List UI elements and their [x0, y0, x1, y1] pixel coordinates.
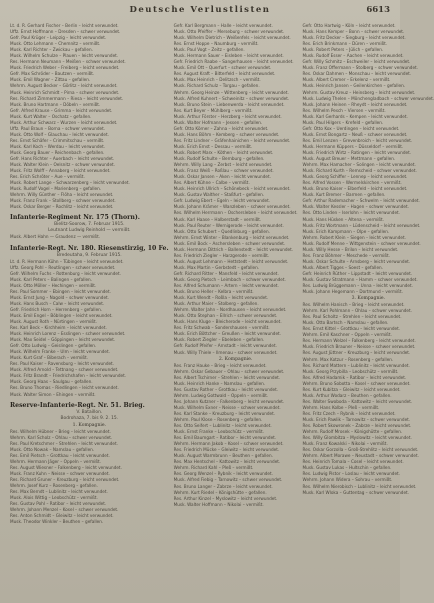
list-item: Musk. Rudolf Esser – Aachen – leicht verwundet.	[302, 53, 404, 59]
list-block	[10, 234, 169, 240]
list-item: Musk. Arthur Schwarz – Wurzen – leicht verwundet.	[10, 119, 118, 125]
list-item: Musk. August Lehmann – Hettstedt – leicht verwundet.	[173, 258, 289, 264]
list-item: Res. Walter Swoboda – Kattowitz – leicht verwundet.	[302, 398, 413, 404]
page-header	[10, 5, 390, 19]
list-item: Musk. Erich Böttcher – Greußen – leicht verwundet.	[173, 331, 282, 337]
list-item: Musk. Paul Reuter – Wernigerode – leicht verwundet.	[173, 222, 284, 228]
list-item: Res. Paul Sommer – Ebingen – leicht verwundet.	[10, 288, 111, 294]
list-item: Gefr. Alfred Krause – Grimma – leicht verwundet.	[10, 107, 113, 113]
list-item: Musk. Karl Richter – Zwickau – gefallen.	[10, 47, 93, 53]
list-block	[303, 302, 434, 496]
list-item: Musk. Friedrich Weber – Freiberg – leicht verwundet.	[10, 65, 120, 71]
list-item: Res. Otto Seifert – Lublinitz – leicht verwundet.	[173, 423, 272, 429]
list-item: Musk. Karl Haase – Halberstadt – vermißt.	[173, 216, 262, 222]
company-heading: 2. Kompagnie.	[218, 356, 253, 362]
list-item: Gefr. Max Schröder – Bautzen – vermißt.	[10, 71, 95, 77]
list-item: Res. Bruno Thomas – Riedlingen – leicht verwundet.	[10, 385, 119, 391]
list-item: Musk. Erich Kampmann – Olpe – gefallen.	[302, 228, 390, 234]
list-item: Res. Karl Beck – Kirchheim – leicht verwundet.	[10, 325, 107, 331]
list-item: Musk. Walter Klein – Oelsnitz – schwer verwundet.	[10, 162, 116, 168]
list-item: Musk. Emil Wagner – Zittau – gefallen.	[10, 77, 91, 83]
list-item: Res. Arthur Kinzel – Myslowitz – leicht verwundet.	[173, 495, 278, 501]
section-subheading: V. Bataillon.	[76, 409, 103, 415]
list-item: Musk. Hans Hüsken – Altena – vermißt.	[302, 216, 384, 222]
list-item: Wehrm. Karl Pohlmann – Ohlau – schwer verwundet.	[302, 308, 412, 314]
list-item: Res. Emil Baumgart – Ratibor – leicht verwundet.	[173, 435, 277, 441]
list-item: Res. Richard Mattern – Lublinitz – leicht verwundet.	[302, 362, 410, 368]
list-item: Musk. Franz Kuhn – Neisse – schwer verwundet.	[10, 470, 110, 476]
list-item: Musk. Otto Pfeiffer – Merseburg – schwer verwundet.	[173, 29, 285, 35]
section-heading: Reserve-Infanterie-Regt. Nr. 51. Brieg.	[10, 401, 145, 409]
list-item: Wehrm. Karl Scholz – Ohlau – schwer verwundet.	[10, 434, 113, 440]
list-item: Wehrm. Hermann Jakob – Kosel – schwer verwundet.	[173, 441, 284, 447]
list-item: Wehrm. Georg Heinze – Wittenberg – leicht verwundet.	[173, 89, 289, 95]
list-item: Gefr. Heinrich Rüther – Lippstadt – leicht verwundet.	[302, 270, 413, 276]
list-item: Musk. Max Seidel – Göppingen – leicht verwundet.	[10, 337, 116, 343]
list-item: Musk. Max Heinrich – Delitzsch – vermißt.	[173, 77, 261, 83]
list-item: Wehrm. Robert Klein – Siegen – leicht verwundet.	[302, 234, 406, 240]
list-item: Res. Wilhelm Hübner – Brieg – leicht verwundet.	[10, 428, 111, 434]
list-item: Musk. Otto Nowak – Namslau – gefallen.	[10, 446, 95, 452]
list-item: Musk. Kurt Graf – Biberach – vermißt.	[10, 355, 89, 361]
list-item: Musk. August Breuer – Mettmann – gefallen.	[302, 156, 396, 162]
company-heading: 1. Kompagnie.	[72, 422, 107, 428]
list-item: Res. Wilhelm Nierobisch – Lublinitz – leicht verwundet.	[302, 483, 417, 489]
list-item: Gefr. Wilhelm Fuchs – Rottenburg – leicht verwundet.	[10, 270, 121, 276]
list-item: Gefr. Otto Körner – Zahna – leicht verwundet.	[173, 125, 269, 131]
list-item: Musk. Otto Schubert – Quedlinburg – gefallen.	[173, 228, 270, 234]
list-item: Musk. Johann Heinen – Rheydt – leicht verwundet.	[302, 101, 408, 107]
list-item: Res. Erich Brinkmann – Düren – vermißt.	[302, 41, 388, 47]
list-item: Musk. Gustav Walther – Staßfurt – gefallen.	[173, 192, 265, 198]
list-item: Res. August Kraft – Bitterfeld – leicht verwundet.	[173, 71, 276, 77]
list-item: Musk. Fritz Decker – Siegburg – leicht verwundet.	[302, 35, 406, 41]
page-title: Deutsche Verlustlisten	[129, 5, 271, 15]
list-item: Musk. Georg Bauer – Reichenbach – gefallen.	[10, 149, 105, 155]
list-item: Musk. Karl Koch – Werdau – leicht verwundet.	[10, 143, 106, 149]
list-item: Musk. Erich Ernst – Dessau – vermißt.	[173, 143, 253, 149]
list-item: Musk. Wilhelm Dietrich – Weißenfels – leicht verwundet.	[173, 35, 291, 41]
list-item: Gefr. Paul Krüger – Leipzig – leicht verwundet.	[10, 35, 107, 41]
list-item: Musk. Wilhelm Franke – Ulm – leicht verwundet.	[10, 349, 110, 355]
list-item: Gefr. Friedrich Raabe – Sangerhausen – leicht verwundet.	[173, 59, 294, 65]
list-item: Wehrm. Johann Menzel – Kosel – schwer verwundet.	[10, 507, 119, 513]
list-item: Res. Kurt Beyer – Mühlberg – vermißt.	[173, 107, 253, 113]
list-item: Musk. Heinrich Lorenz – Esslingen – schwer verwundet.	[10, 331, 126, 337]
list-item: Wehrm. August Becker – Görlitz – leicht verwundet.	[10, 83, 118, 89]
list-item: Res. Anton Schmidt – Gleiwitz – leicht verwundet.	[10, 513, 114, 519]
list-item: Musk. Ernst Jung – Nagold – schwer verwundet.	[10, 294, 109, 300]
list-item: Musk. Johann Krämer – Wanzleben – schwer verwundet.	[173, 204, 291, 210]
list-item: Musk. Wilhelm Schulze – Plauen – leicht verwundet.	[10, 53, 119, 59]
list-item: Musk. Albert Cremer – Erkelenz – vermißt.	[302, 77, 391, 83]
list-item: Musk. Richard Schulz – Torgau – gefallen.	[173, 83, 260, 89]
list-item: Musk. Fritz Wolff – Annaberg – leicht verwundet.	[10, 168, 111, 174]
list-item: Musk. Heinrich Ullrich – Schönebeck – leicht verwundet.	[173, 186, 291, 192]
list-item: Res. Franz Böhmer – Meschede – vermißt.	[302, 252, 390, 258]
list-item: Musk. Paul Hilgers – Krefeld – gefallen.	[302, 119, 384, 125]
list-item: Musk. Theodor Winkler – Beuthen – gefallen.	[10, 519, 104, 525]
list-item: Uffz. Ernst Hoffmann – Dresden – schwer verwundet.	[10, 29, 121, 35]
list-item: Musk. Wilhelm Exner – Neisse – schwer verwundet.	[173, 404, 281, 410]
list-item: Res. Alfred Vossen – Wermelskirchen – vermißt.	[302, 180, 402, 186]
list-item: Musk. Oskar Schulte – Arnsberg – leicht verwundet.	[302, 258, 411, 264]
list-item: Musk. Friedrich Brauner – Neisse – schwer verwundet.	[302, 344, 416, 350]
list-item: Lt. d. R. Gerhard Fischer – Berlin – leicht verwundet.	[10, 23, 119, 28]
list-item: Musk. Heinrich Jansen – Geilenkirchen – gefallen.	[302, 83, 406, 89]
list-item: Res. Alfred Hadamik – Ratibor – leicht verwundet.	[302, 374, 407, 380]
list-block	[174, 23, 298, 356]
list-item: Musk. Bruno Heller – Kelbra – vermißt.	[173, 289, 254, 295]
list-item: Musk. Gustav Lukas – Hultschin – gefallen.	[302, 465, 392, 471]
list-item: Gefr. Otto Hartwig – Köln – leicht verwundet.	[302, 23, 396, 28]
list-item: Res. Ernst Kittel – Grottkau – leicht verwundet.	[302, 326, 401, 332]
company-heading: 3. Kompagnie.	[351, 296, 386, 302]
list-item: Wehrm. Richard Kahl – Pleß – vermißt.	[173, 465, 254, 471]
list-item: Res. Ernst Schäfer – Crimmitschau – vermißt.	[10, 137, 105, 143]
list-item: Musk. Otto Stephan – Ellrich – schwer verwundet.	[173, 313, 278, 319]
list-item: Musk. Otto Wolf – Glauchau – leicht verwundet.	[10, 131, 109, 137]
list-item: Musk. Kurt Walter – Oschatz – gefallen.	[10, 113, 92, 119]
list-item: Musk. Emil Bock – Aschersleben – schwer verwundet.	[173, 240, 286, 246]
list-item: Musk. Fritz Brandt – Friedrichshafen – leicht verwundet.	[10, 373, 127, 379]
list-item: Musk. Fritz Wortmann – Lüdenscheid – leicht verwundet.	[302, 222, 421, 228]
list-item: Musk. Alfred Arnold – Tettnang – schwer verwundet.	[10, 367, 119, 373]
columns	[10, 23, 434, 598]
list-item: Res. Georg Wenzel – Rybnik – leicht verwundet.	[173, 471, 273, 477]
list-item: Musk. Franz Offermann – Stolberg – schwer verwundet.	[302, 65, 419, 71]
list-item: Res. Emil Pietsch – Grottkau – leicht verwundet.	[10, 452, 110, 458]
list-item: Wehrm. Oskar Gebauer – Ohlau – schwer verwundet.	[173, 368, 285, 374]
list-item: Musk. Walter Kessler – Hagen – schwer verwundet.	[302, 204, 409, 210]
list-item: Wehrm. Max Hamacher – Solingen – leicht verwundet.	[302, 162, 416, 168]
list-item: Res. Johann Kutzner – Falkenberg – leicht verwundet.	[173, 398, 285, 404]
section-subheading: Leutnant Ludwig Reinhold — vermißt.	[48, 228, 131, 234]
list-item: Musk. Albert Hahn — Graudenz — vermißt.	[10, 234, 101, 240]
list-item: Res. Albert Kühne – Calbe – vermißt.	[173, 180, 250, 186]
list-item: Musk. Oskar Jansen – Aken – leicht verwundet.	[173, 174, 271, 180]
list-item: Musk. Hermann Küppers – Düsseldorf – vermißt.	[302, 143, 404, 149]
list-item: Musk. Alfred Fiebig – Tarnowitz – schwer verwundet.	[173, 477, 283, 483]
list-item: Musk. Hans Kemper – Bonn – schwer verwundet.	[302, 29, 405, 35]
list-item: Musk. Karl Peters – Balingen – gefallen.	[10, 276, 93, 282]
list-item: Res. Paul Scholtz – Strehlen – leicht verwundet.	[302, 314, 402, 320]
list-item: Musk. Hans Busch – Calw – leicht verwundet.	[10, 300, 105, 306]
list-item: Musk. Friedrich Wirtz – Ratingen – leicht verwundet.	[302, 149, 412, 155]
list-item: Wehrm. Ernst Winter – Blankenburg – leicht verwundet.	[173, 234, 290, 240]
list-item: Res. Fritz Czech – Rybnik – leicht verwundet.	[302, 410, 396, 416]
list-block	[303, 23, 434, 295]
list-item: Musk. Georg Schiffer – Lennep – leicht verwundet.	[302, 174, 408, 180]
list-block	[10, 23, 169, 210]
list-item: Gefr. Richard Ritter – Mansfeld – leicht verwundet.	[173, 270, 279, 276]
list-item: Musk. Robert Ziegler – Ebeleben – gefallen.	[173, 337, 265, 343]
list-item: Res. Wilhelm Herrmann – Oschersleben – leicht verwundet.	[173, 210, 298, 216]
list-item: Res. Max Hentschel – Kattowitz – leicht verwundet.	[173, 459, 281, 465]
list-item: Res. Bruno Langer – Zabrze – leicht verwundet.	[173, 483, 273, 489]
list-item: Res. Willy Glombitza – Myslowitz – leicht verwundet.	[302, 435, 412, 441]
list-item: Res. Ernst Hoppe – Naumburg – vermißt.	[173, 41, 259, 47]
list-item: Musk. Oskar Berger – Rochlitz – leicht verwundet.	[10, 204, 114, 210]
list-item: Uffz. Paul Braun – Borna – schwer verwundet.	[10, 125, 106, 131]
list-item: Musk. Walter Simon – Ehingen – vermißt.	[10, 391, 96, 397]
list-item: Musk. Karl Gerhards – Kempen – leicht verwundet.	[302, 113, 408, 119]
list-item: Wehrm. Josef Kurz – Rosenberg – gefallen.	[10, 483, 98, 488]
list-item: Musk. Emil Ott – Querfurt – schwer verwundet.	[173, 65, 272, 71]
list-item: Lt. d. R. Hermann Kühn – Tübingen – leicht verwundet.	[10, 258, 124, 264]
list-item: Musk. Franz Weiß – Roßlau – schwer verwundet.	[173, 168, 274, 174]
list-item: Res. Friedrich Mücke – Gleiwitz – leicht verwundet.	[173, 447, 280, 453]
list-item: Musk. Otto Bartsch – Namslau – gefallen.	[302, 320, 389, 326]
list-item: Res. Emil Lenzen – Grevenbroich – leicht verwundet.	[302, 137, 413, 143]
list-item: Musk. Georg Pietsch – Leimbach – schwer verwundet.	[173, 276, 286, 282]
list-item: Musk. Bruno Hartmann – Döbeln – vermißt.	[10, 101, 101, 107]
list-item: Res. Robert Skowronek – Zabrze – leicht verwundet.	[302, 423, 412, 429]
list-item: Res. Wilhelm Hanisch – Brieg – leicht verwundet.	[302, 302, 405, 308]
list-item: Musk. August Roth – Nürtingen – vermißt.	[10, 318, 98, 324]
list-item: Musk. Otto Möller – Hechingen – vermißt.	[10, 282, 97, 288]
list-item: Musk. Franz Kowalski – Nikolai – vermißt.	[302, 441, 388, 447]
section-heading: Infanterie-Regt. Nr. 180. Riesenstirzig, 10 Fe.	[10, 244, 169, 252]
list-item: Res. Otto Linden – Iserlohn – leicht verwundet.	[302, 210, 401, 216]
list-item: Res. Erich Schröter – Aue – vermißt.	[10, 174, 85, 180]
list-item: Res. Wilhelm Pesch – Viersen – vermißt.	[302, 107, 386, 113]
list-item: Res. Paul Kaiser – Ravensburg – leicht verwundet.	[10, 361, 115, 367]
list-item: Musk. Ludwig Thelen – Mönchengladbach – schwer verwundet.	[302, 95, 434, 101]
list-item: Wehrm. Willy Lang – Zerbst – leicht verwundet.	[173, 162, 273, 168]
list-item: Musk. Franz Frank – Stollberg – schwer verwundet.	[10, 198, 116, 204]
list-item: Musk. Heinrich Hanke – Namslau – gefallen.	[173, 380, 266, 386]
list-item: Res. Oskar Dahmen – Monschau – leicht verwundet.	[302, 71, 412, 77]
list-item: Musk. Gustav Stratmann – Hamm – schwer verwundet.	[302, 276, 418, 282]
list-item: Wehrm. Willy Günther – Flöha – leicht verwundet.	[10, 192, 114, 198]
list-item: Musk. Ernst Bongartz – Neuß – schwer verwundet.	[302, 131, 408, 137]
list-item: Musk. Arthur Maier – Stolberg – gefallen.	[173, 301, 259, 307]
list-item: Musk. Georg Haas – Saulgau – gefallen.	[10, 379, 93, 385]
list-block	[10, 429, 169, 526]
list-item: Res. Heinrich Tomala – Cosel – leicht verwundet.	[302, 459, 404, 465]
page-number: 6613	[366, 5, 390, 15]
list-item: Musk. Willy Thiele – Ilmenau – schwer verwundet.	[173, 349, 278, 355]
list-block	[10, 259, 169, 398]
list-item: Wehrm. Emil Kaschner – Oppeln – vermißt.	[302, 332, 392, 338]
list-item: Wehrm. Walter Jahn – Nordhausen – leicht verwundet.	[173, 307, 287, 313]
list-item: Musk. Max Martin – Gerbstedt – gefallen.	[173, 264, 260, 270]
list-item: Musk. Robert Peters – Jülich – gefallen.	[302, 47, 384, 53]
column-middle	[174, 23, 298, 598]
list-item: Musk. Walter Hoffmann – Nikolai – vermißt.	[173, 501, 264, 507]
list-item: Musk. Robert Lange – Schwarzenberg – leicht verwundet.	[10, 180, 130, 186]
list-item: Res. Ludwig Pistor – Loslau – leicht verwundet.	[302, 471, 400, 477]
list-item: Wehrm. Max Kotzur – Rosenberg – gefallen.	[302, 356, 394, 362]
list-item: Gefr. Willy Schmitz – Eschweiler – leicht verwundet.	[302, 59, 411, 65]
list-item: Musk. Heinrich Schmidt – Pirna – schwer verwundet.	[10, 89, 120, 95]
list-item: Gefr. Friedrich Horn – Herrenberg – gefallen.	[10, 306, 103, 312]
list-item: Wehrm. Albert Morawe – Neustadt – schwer verwundet.	[302, 453, 419, 459]
list-item: Res. Franz Hauke – Brieg – leicht verwundet.	[173, 362, 267, 368]
list-item: Musk. Rudolf Schulte – Bernburg – gefallen.	[173, 156, 265, 162]
list-item: Res. Gustav Pohl – Ratibor – leicht verwundet.	[10, 501, 107, 507]
list-item: Musk. Bruno Stein – Liebenwerda – leicht verwundet.	[173, 101, 285, 107]
list-item: Musk. Rudolf Vogel – Marienberg – gefallen.	[10, 186, 102, 192]
section-subheading: Bodrohaza, 7. bis 9. 2. 15.	[60, 415, 119, 421]
list-item: Res. Fritz Schwab – Sondershausen – vermißt.	[173, 325, 270, 331]
list-item: Musk. Erich Pawlik – Tarnowitz – schwer verwundet.	[302, 417, 411, 422]
list-item: Res. Paul Kretschmer – Strehlen – leicht verwundet.	[10, 440, 118, 446]
list-item: Musk. Willy Hesse – Brilon – leicht verwundet.	[302, 246, 399, 252]
section-subheading: Bredeutaha, 9. Februar 1915.	[56, 252, 122, 258]
list-item: Res. Richard Zimmermann – Riesa – leicht verwundet.	[10, 95, 124, 101]
list-item: Res. Alfred Schumann – Artern – leicht verwundet.	[173, 283, 279, 289]
list-item: Musk. Ernst Franke – Leobschütz – vermißt.	[173, 429, 264, 435]
list-item: Wehrm. Ludwig Gottwald – Oppeln – vermißt.	[173, 392, 269, 398]
list-item: Res. Ludwig Brüggemann – Unna – leicht verwundet.	[302, 283, 413, 289]
column-left	[10, 23, 169, 598]
list-item: Res. Karl Stanke – Kreuzburg – leicht verwundet.	[173, 410, 276, 416]
list-item: Wehrm. Bruno Sobotta – Kosel – schwer verwundet.	[302, 380, 411, 386]
list-item: Gefr. Karl Bergmann – Halle – leicht verwundet.	[173, 23, 273, 28]
list-item: Musk. Karl Wloka – Guttentag – schwer verwundet.	[302, 489, 410, 495]
list-item: Wehrm. Hans Kolbe – Pleß – vermißt.	[302, 404, 380, 410]
list-item: Gefr. Rudolf Pfeifer – Arnstadt – leicht verwundet.	[173, 343, 277, 349]
list-item: Wehrm. Paul Klose – Rosenberg – gefallen.	[173, 417, 263, 422]
list-item: Gefr. Hans Richter – Auerbach – leicht verwundet.	[10, 156, 115, 162]
list-item: Res. August Jüttner – Kreuzburg – leicht verwundet.	[302, 350, 411, 356]
list-item: Res. Hermann Welzel – Falkenberg – leicht verwundet.	[302, 338, 416, 344]
list-item: Musk. Albert Tigges – Soest – gefallen.	[302, 264, 384, 270]
list-item: Res. Albert Tschirner – Strehlen – leicht verwundet.	[173, 374, 281, 380]
list-item: Gefr. Ludwig Ebert – Egeln – leicht verwundet.	[173, 198, 271, 204]
list-item: Musk. Otto Lehmann – Chemnitz – vermißt.	[10, 41, 101, 47]
list-item: Wehrm. Johann Widera – Sohrau – vermißt.	[302, 477, 393, 483]
list-item: Musk. Kurt Wendt – Roßla – leicht verwundet.	[173, 295, 269, 301]
list-item: Res. Oskar Gorzolla – Groß-Strehlitz – leicht verwundet.	[302, 447, 419, 453]
list-item: Uffz. Georg Pohl – Reutlingen – schwer verwundet.	[10, 264, 116, 270]
list-item: Res. Friedrich Ziegler – Harzgerode – vermißt.	[173, 252, 270, 258]
section-heading: Infanterie-Regiment Nr. 175 (Thorn).	[10, 214, 140, 222]
list-item: Wehrm. Gustav Kreuz – Heinsberg – leicht verwundet.	[302, 89, 416, 95]
list-item: Musk. Kurt Bremer – Barmen – gefallen.	[302, 192, 386, 198]
list-block	[174, 363, 298, 508]
list-item: Wehrm. Kurt Riedel – Königshütte – gefallen.	[173, 489, 267, 495]
list-item: Musk. Bruno Kaiser – Elberfeld – leicht verwundet.	[302, 186, 408, 192]
list-item: Musk. Alois Wittig – Leobschütz – vermißt.	[10, 495, 98, 501]
list-item: Musk. Arthur Förster – Herzberg – leicht verwundet.	[173, 113, 282, 119]
list-item: Musk. Robert Marx – Köthen – leicht verwundet.	[173, 149, 274, 155]
section-subheading: Bielitz-Soorow, 7. Februar 1915.	[54, 222, 125, 228]
list-item: Res. Fritz Lindner – Gräfenhainichen – leicht verwundet.	[173, 137, 291, 143]
list-item: Wehrm. Rudolf Mrosek – Königshütte – gefallen.	[302, 429, 403, 435]
list-item: Musk. Alfred Kuhnert – Schweinitz – schwer verwundet.	[173, 95, 290, 101]
list-item: Res. Gustav Rother – Grottkau – leicht verwundet.	[173, 386, 279, 392]
list-item: Musk. Hans Böhm – Kemberg – schwer verwundet.	[173, 131, 280, 137]
column-right	[303, 23, 434, 598]
list-item: Musk. Paul Vogt – Zeitz – gefallen.	[173, 47, 245, 53]
list-item: Musk. Walter Hofmann – Jessen – gefallen.	[173, 119, 263, 125]
list-item: Musk. Rudolf Menne – Wittgenstein – schwer verwundet.	[302, 240, 421, 246]
list-item: Musk. Georg Przybilla – Leobschütz – vermißt.	[302, 368, 399, 374]
list-item: Musk. Hermann Sauer – Eisleben – leicht verwundet.	[173, 53, 284, 59]
list-item: Res. August Wiesner – Falkenberg – leicht verwundet.	[10, 464, 122, 470]
list-item: Gefr. Otto Kox – Uerdingen – leicht verwundet.	[302, 125, 400, 131]
list-item: Musk. Richard Kurth – Remscheid – schwer verwundet.	[302, 168, 417, 174]
list-item: Res. Max Berndt – Lublinitz – leicht verwundet.	[10, 489, 108, 495]
list-item: Wehrm. Hermann Jäger – Oppeln – vermißt.	[10, 458, 102, 464]
list-item: Musk. Arthur Wodarz – Beuthen – gefallen.	[302, 392, 392, 398]
list-item: Musk. Johann Hegemann – Dortmund – vermißt.	[302, 289, 403, 295]
list-item: Musk. Hans Kluge – Bleicherode – leicht verwundet.	[173, 319, 282, 325]
list-item: Musk. Emil Engel – Böblingen – leicht verwundet.	[10, 312, 113, 318]
list-item: Musk. Hermann Dittrich – Ballenstedt – leicht verwundet.	[173, 246, 294, 252]
list-item: Res. Hermann Neumann – Meißen – schwer verwundet.	[10, 59, 126, 65]
list-item: Gefr. Otto Ludwig – Geislingen – gefallen.	[10, 343, 97, 349]
list-item: Res. Richard Gruner – Kreuzburg – leicht verwundet.	[10, 476, 120, 482]
list-item: Res. Kurt Kubitza – Gleiwitz – leicht verwundet.	[302, 386, 401, 392]
list-item: Musk. August Warmbrunn – Beuthen – gefallen.	[173, 453, 273, 459]
list-item: Gefr. Arthur Rademacher – Schwelm – leicht verwundet.	[302, 198, 420, 204]
